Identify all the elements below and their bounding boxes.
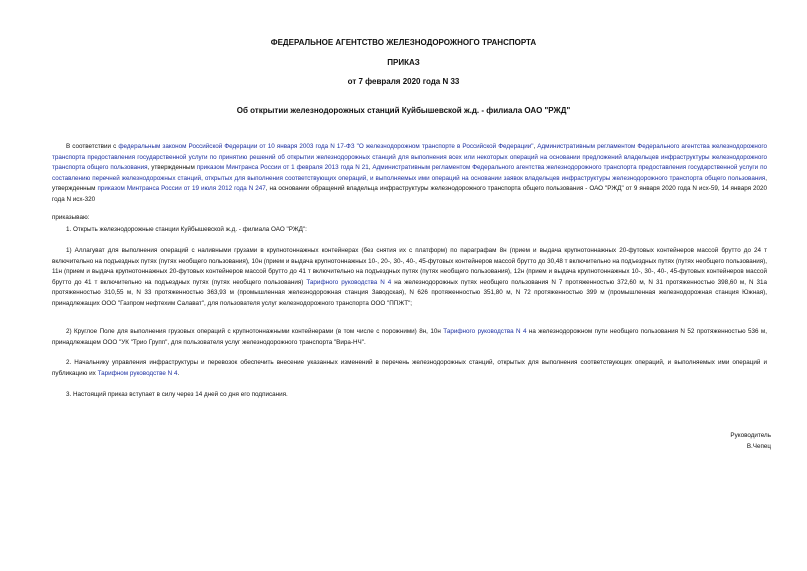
mintrans-order-link-1[interactable]: приказом Минтранса России от 1 февраля 2013 года N 21 <box>196 164 369 172</box>
mintrans-order-link-2[interactable]: приказом Минтранса России от 19 июля 2012 года N 247 <box>97 185 266 193</box>
agency-name: ФЕДЕРАЛЬНОЕ АГЕНТСТВО ЖЕЛЕЗНОДОРОЖНОГО ТРАНСПОРТА <box>270 38 537 47</box>
item-1-1-paragraph <box>52 246 767 310</box>
item-1-1-text-2: на железнодорожных путях необщего пользования N 7 протяженностью 372,60 м, N 31 протяженностью 398,60 м, N 31а протяженностью 310,55 м, N 33 протяженностью 363,93 м (промышленная железнодорожная станция Заводская), N 626 протяженностью 351,80 м, N 72 протяженностью 399 м (промышленная железнодорожная станция Южная), принадлежащих ООО "Газпром нефтехим Салават", для пользователя услуг железнодорожного транспорта ООО "ППЖТ"; <box>52 278 767 307</box>
tariff-guide-link-3[interactable]: Тарифном руководстве N 4 <box>97 369 178 377</box>
tariff-guide-link-1[interactable]: Тарифного руководства N 4 <box>306 278 392 286</box>
federal-law-link[interactable]: федеральным законом Российской Федерации от 10 января 2003 года N 17-ФЗ "О железнодорожном транспорте в Российской Федерации" <box>118 143 534 150</box>
item-1-2-paragraph <box>52 327 767 348</box>
preamble-paragraph <box>52 142 767 206</box>
preamble-text-4: , <box>368 164 373 172</box>
signature-role: Руководитель <box>730 432 771 439</box>
signature-name: В.Чепец <box>746 443 771 450</box>
item-1-2-text-2: на железнодорожном пути необщего пользования N 52 протяженностью 536 м, принадлежащем ООО "УК "Трио Групп", для пользователя услуг железнодорожного транспорта "Вира-НЧ". <box>52 328 767 346</box>
item-1: 1. Открыть железнодорожные станции Куйбышевской ж.д. - филиала ОАО "РЖД": <box>66 226 307 233</box>
item-1-1-text-1: 1) Аллагуват для выполнения операций с наливными грузами в крупнотоннажных контейнерах (без снятия их с платформ) по параграфам 8н (прием и выдача крупнотоннажных 20-футовых контейнеров массой брутто до 24 т включительно на подъездных путях (путях необщего пользования), 10н (прием и выдача крупнотоннажных 10-, 20-, 30-, 40-, 45-футовых контейнеров массой брутто до 30,48 т включительно на подъездных путях (путях необщего пользования), 11н (прием и выдача крупнотоннажных 20-футовых контейнеров массой брутто до 41 т включительно на подъездных путях (путях необщего пользования), 12н (прием и выдача крупнотоннажных 10-, 30-, 40-, 45-футовых контейнеров массой брутто до 41 т включительно на подъездных путях (путях необщего пользования) <box>52 247 767 286</box>
preamble-text-1: В соответствии с <box>66 143 119 150</box>
order-word: приказываю: <box>52 214 90 221</box>
item-2-text-2: . <box>177 369 180 377</box>
preamble-text-6: , на основании обращений владельца инфраструктуры железнодорожного транспорта общего пользования - ОАО "РЖД" от 9 января 2020 года N исх-59, 14 января 2020 года N исх-320 <box>52 185 768 203</box>
preamble-text-3: , утвержденным <box>147 164 197 172</box>
admin-regulation-link-1[interactable]: Административным регламентом Федерального агентства железнодорожного транспорта предоставления государственной услуги по принятию решений об открытии железнодорожных станций для выполнения всех или некоторых операций на основании предложений владельцев инфраструктуры железнодорожного транспорта общего пользования <box>52 143 768 172</box>
item-2-text-1: 2. Начальнику управления инфраструктуры и перевозок обеспечить внесение указанных изменений в перечень железнодорожных станций, открытых для выполнения соответствующих операций, и выполняемых ими операций и публикацию их <box>52 359 767 377</box>
admin-regulation-link-2[interactable]: Административным регламентом Федерального агентства железнодорожного транспорта предоставления государственной услуги по составлению перечней железнодорожных станций, открытых для выполнения соответствующих операций, и выполняемых ими операций на основании заявок владельцев инфраструктуры железнодорожного транспорта общего пользования <box>52 164 768 182</box>
item-2-paragraph <box>52 358 767 379</box>
document-date-number: от 7 февраля 2020 года N 33 <box>347 77 460 86</box>
tariff-guide-link-2[interactable]: Тарифного руководства N 4 <box>443 328 527 335</box>
document-title: Об открытии железнодорожных станций Куйбышевской ж.д. - филиала ОАО "РЖД" <box>236 106 571 115</box>
item-1-2-text-1: 2) Круглое Поле для выполнения грузовых операций с крупнотоннажными контейнерами (в том числе с порожними) 8н, 10н <box>66 328 444 335</box>
preamble-text-2: , <box>533 143 538 150</box>
document-type: ПРИКАЗ <box>387 58 420 67</box>
item-3: 3. Настоящий приказ вступает в силу через 14 дней со дня его подписания. <box>66 391 288 398</box>
preamble-text-5: , утвержденным <box>52 174 767 193</box>
